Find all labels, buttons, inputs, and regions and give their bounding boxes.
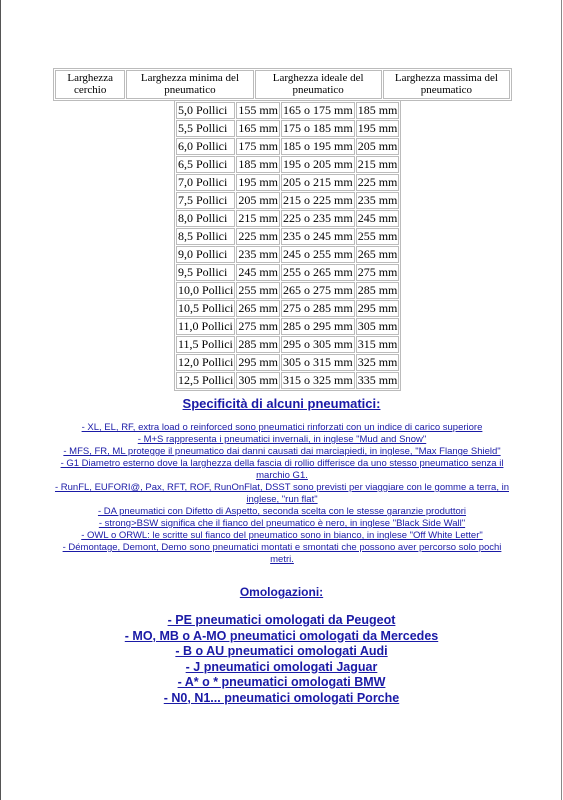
max-width-cell: 245 mm <box>357 211 398 225</box>
ideal-width-cell: 305 o 315 mm <box>283 355 353 369</box>
specific-link[interactable]: - Démontage, Demont, Demo sono pneumatici montati e smontati che possono aver percorso solo pochi metri. <box>62 542 502 565</box>
table-row <box>176 264 399 281</box>
table-row <box>176 336 399 353</box>
min-width-cell: 255 mm <box>238 283 279 297</box>
min-width-cell: 225 mm <box>238 229 279 243</box>
specific-link[interactable]: - G1 Diametro esterno dove la larghezza della fascia di rollio differisce da uno stesso pneumatico senza il marchio G1. <box>60 458 504 481</box>
min-width-cell: 205 mm <box>238 193 279 207</box>
ideal-width-cell: 195 o 205 mm <box>283 157 353 171</box>
rim-width-header-table <box>53 68 512 101</box>
max-width-cell: 235 mm <box>357 193 398 207</box>
specific-link[interactable]: - strong>BSW significa che il fianco del pneumatico è nero, in inglese "Black Side Wall" <box>98 518 466 529</box>
min-width-cell: 215 mm <box>238 211 279 225</box>
specific-link[interactable]: - OWL o ORWL: le scritte sul fianco del pneumatico sono in bianco, in inglese "Off White Letter" <box>81 530 483 541</box>
specific-link[interactable]: - DA pneumatici con Difetto di Aspetto, seconda scelta con le stesse garanzie produttori <box>97 506 467 517</box>
max-width-cell: 255 mm <box>357 229 398 243</box>
ideal-width-cell: 275 o 285 mm <box>283 301 353 315</box>
table-row <box>176 318 399 335</box>
max-width-cell: 275 mm <box>357 265 398 279</box>
ideal-width-cell: 225 o 235 mm <box>283 211 353 225</box>
ideal-width-cell: 185 o 195 mm <box>283 139 353 153</box>
rim-size-cell: 7,0 Pollici <box>176 174 235 191</box>
min-width-cell: 285 mm <box>238 337 279 351</box>
tire-size-table <box>174 100 401 391</box>
max-width-cell: 295 mm <box>357 301 398 315</box>
min-width-cell: 265 mm <box>238 301 279 315</box>
ideal-width-cell: 315 o 325 mm <box>283 373 353 387</box>
header-max-width: Larghezza massima del pneumatico <box>383 70 510 99</box>
min-width-cell: 295 mm <box>238 355 279 369</box>
homologations-list <box>0 613 563 706</box>
specific-link[interactable]: - RunFL, EUFORI@, Pax, RFT, ROF, RunOnFlat, DSST sono previsti per viaggiare con le gomme a terra, in inglese, "run flat" <box>54 482 509 505</box>
rim-size-cell: 6,0 Pollici <box>176 138 235 155</box>
rim-size-cell: 5,5 Pollici <box>176 120 235 137</box>
table-row <box>176 354 399 371</box>
min-width-cell: 305 mm <box>238 373 279 387</box>
rim-size-cell: 5,0 Pollici <box>176 102 235 119</box>
min-width-cell: 175 mm <box>238 139 279 153</box>
min-width-cell: 245 mm <box>238 265 279 279</box>
homologations-title: Omologazioni: <box>239 585 324 599</box>
table-row <box>176 138 399 155</box>
table-row <box>176 156 399 173</box>
ideal-width-cell: 165 o 175 mm <box>283 103 353 117</box>
max-width-cell: 285 mm <box>357 283 398 297</box>
rim-size-cell: 9,0 Pollici <box>176 246 235 263</box>
homologation-link[interactable]: - A* o * pneumatici omologati BMW <box>177 675 386 689</box>
ideal-width-cell: 175 o 185 mm <box>283 121 353 135</box>
homologation-link[interactable]: - J pneumatici omologati Jaguar <box>185 659 378 674</box>
table-row <box>176 228 399 245</box>
ideal-width-cell: 285 o 295 mm <box>283 319 353 333</box>
rim-size-cell: 10,0 Pollici <box>178 283 234 297</box>
homologation-link[interactable]: - B o AU pneumatici omologati Audi <box>175 644 388 658</box>
table-row <box>176 246 399 263</box>
ideal-width-cell: 205 o 215 mm <box>283 175 353 189</box>
table-row <box>176 300 399 317</box>
header-ideal-width: Larghezza ideale del pneumatico <box>255 70 382 99</box>
max-width-cell: 195 mm <box>357 121 398 135</box>
min-width-cell: 235 mm <box>238 247 279 261</box>
max-width-cell: 315 mm <box>357 337 398 351</box>
specifics-title: Specificità di alcuni pneumatici: <box>182 396 381 411</box>
header-min-width: Larghezza minima del pneumatico <box>126 70 253 99</box>
table-row <box>176 282 399 299</box>
max-width-cell: 335 mm <box>357 373 398 387</box>
ideal-width-cell: 255 o 265 mm <box>283 265 353 279</box>
homologation-link[interactable]: - PE pneumatici omologati da Peugeot <box>167 613 396 627</box>
specific-link[interactable]: - XL, EL, RF, extra load o reinforced sono pneumatici rinforzati con un indice di carico superiore <box>81 422 483 433</box>
specific-link[interactable]: - M+S rappresenta i pneumatici invernali, in inglese "Mud and Snow" <box>137 434 427 445</box>
max-width-cell: 205 mm <box>357 139 398 153</box>
max-width-cell: 225 mm <box>357 175 398 189</box>
rim-size-cell: 11,5 Pollici <box>176 336 235 353</box>
rim-size-cell: 9,5 Pollici <box>176 264 235 281</box>
rim-size-cell: 6,5 Pollici <box>176 156 235 173</box>
specific-link[interactable]: - MFS, FR, ML protegge il pneumatico dai danni causati dai marciapiedi, in inglese, "Max Flange Shield" <box>63 446 501 457</box>
header-row <box>55 70 510 99</box>
min-width-cell: 165 mm <box>238 121 279 135</box>
rim-size-cell: 12,5 Pollici <box>178 373 234 387</box>
specifics-list <box>50 422 514 566</box>
rim-size-cell: 10,5 Pollici <box>178 301 234 315</box>
rim-size-cell: 11,0 Pollici <box>176 318 235 335</box>
rim-size-cell: 8,5 Pollici <box>176 228 235 245</box>
header-rim-width: Larghezza cerchio <box>55 70 125 99</box>
min-width-cell: 275 mm <box>238 319 279 333</box>
ideal-width-cell: 265 o 275 mm <box>283 283 353 297</box>
table-row <box>176 102 399 119</box>
max-width-cell: 185 mm <box>357 103 398 117</box>
table-row <box>176 174 399 191</box>
ideal-width-cell: 245 o 255 mm <box>283 247 353 261</box>
table-row <box>176 210 399 227</box>
table-row <box>176 372 399 389</box>
rim-size-cell: 8,0 Pollici <box>176 210 235 227</box>
rim-size-cell: 12,0 Pollici <box>178 355 234 369</box>
min-width-cell: 195 mm <box>238 175 279 189</box>
table-row <box>176 120 399 137</box>
homologation-link[interactable]: - MO, MB o A-MO pneumatici omologati da Mercedes <box>124 628 439 643</box>
max-width-cell: 325 mm <box>357 355 398 369</box>
max-width-cell: 305 mm <box>357 319 398 333</box>
table-row <box>176 192 399 209</box>
tire-size-table-body <box>176 102 399 389</box>
ideal-width-cell: 235 o 245 mm <box>283 229 353 243</box>
min-width-cell: 155 mm <box>238 103 279 117</box>
ideal-width-cell: 215 o 225 mm <box>283 193 353 207</box>
max-width-cell: 215 mm <box>357 157 398 171</box>
homologation-link[interactable]: - N0, N1... pneumatici omologati Porche <box>163 690 400 705</box>
rim-size-cell: 7,5 Pollici <box>176 192 235 209</box>
min-width-cell: 185 mm <box>238 157 279 171</box>
ideal-width-cell: 295 o 305 mm <box>283 337 353 351</box>
max-width-cell: 265 mm <box>357 247 398 261</box>
